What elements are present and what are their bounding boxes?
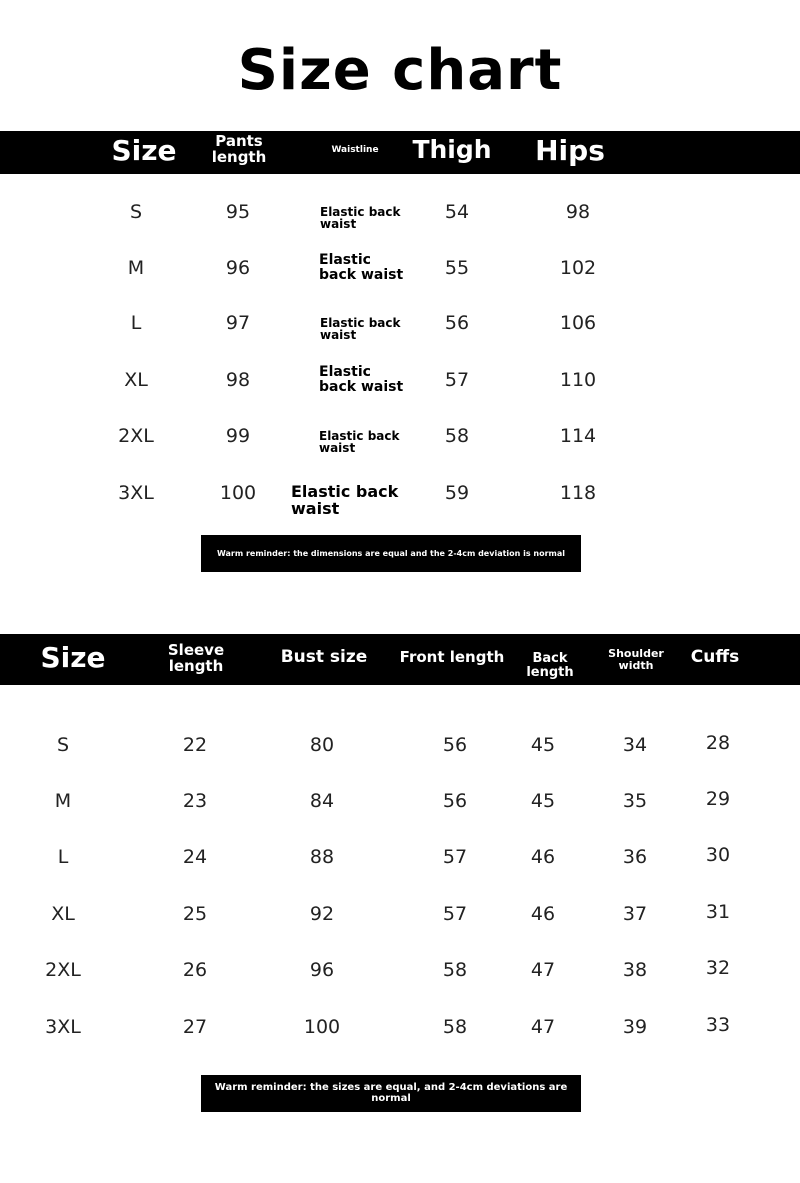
cell-cuffs: 31 xyxy=(705,901,731,923)
cell-size: XL xyxy=(51,903,75,925)
cell-waistline: Elastic back waist xyxy=(319,252,404,283)
cell-shoulder-width: 38 xyxy=(622,959,648,981)
header-sleeve-length: Sleeve length xyxy=(167,641,225,675)
cell-size: L xyxy=(130,312,142,334)
cell-pants-length: 100 xyxy=(219,482,257,504)
cell-sleeve-length: 25 xyxy=(182,903,208,925)
cell-hips: 106 xyxy=(559,312,597,334)
cell-waistline: Elastic back waist xyxy=(319,428,400,456)
cell-cuffs: 28 xyxy=(705,732,731,754)
cell-front-length: 57 xyxy=(442,903,468,925)
cell-size: L xyxy=(57,846,69,868)
cell-waistline: Elastic back waist xyxy=(291,482,399,518)
cell-waistline: Elastic back waist xyxy=(319,364,404,395)
cell-pants-length: 96 xyxy=(225,257,251,279)
cell-waistline: Elastic back waist xyxy=(320,204,401,232)
cell-size: M xyxy=(54,790,72,812)
header-size: Size xyxy=(40,641,106,674)
cell-bust-size: 88 xyxy=(309,846,335,868)
cell-thigh: 55 xyxy=(444,257,470,279)
cell-sleeve-length: 26 xyxy=(182,959,208,981)
cell-hips: 114 xyxy=(559,425,597,447)
cell-hips: 98 xyxy=(565,201,591,223)
cell-back-length: 46 xyxy=(530,846,556,868)
cell-size: M xyxy=(127,257,145,279)
cell-front-length: 57 xyxy=(442,846,468,868)
cell-cuffs: 30 xyxy=(705,844,731,866)
cell-shoulder-width: 34 xyxy=(622,734,648,756)
cell-size: 2XL xyxy=(118,425,154,447)
cell-hips: 102 xyxy=(559,257,597,279)
cell-size: 3XL xyxy=(45,1016,81,1038)
cell-size: 2XL xyxy=(45,959,81,981)
top-table-header xyxy=(0,634,800,685)
cell-hips: 118 xyxy=(559,482,597,504)
header-thigh: Thigh xyxy=(412,135,492,164)
cell-back-length: 45 xyxy=(530,790,556,812)
cell-thigh: 56 xyxy=(444,312,470,334)
cell-thigh: 58 xyxy=(444,425,470,447)
header-bust-size: Bust size xyxy=(280,647,368,667)
cell-bust-size: 84 xyxy=(309,790,335,812)
cell-back-length: 46 xyxy=(530,903,556,925)
cell-pants-length: 95 xyxy=(225,201,251,223)
cell-bust-size: 92 xyxy=(309,903,335,925)
cell-cuffs: 29 xyxy=(705,788,731,810)
cell-cuffs: 32 xyxy=(705,957,731,979)
cell-size: XL xyxy=(124,369,148,391)
cell-sleeve-length: 24 xyxy=(182,846,208,868)
header-pants-length: Pants length xyxy=(211,132,267,166)
cell-thigh: 59 xyxy=(444,482,470,504)
cell-pants-length: 98 xyxy=(225,369,251,391)
cell-front-length: 56 xyxy=(442,790,468,812)
page-title: Size chart xyxy=(237,38,563,103)
cell-thigh: 54 xyxy=(444,201,470,223)
cell-back-length: 45 xyxy=(530,734,556,756)
cell-cuffs: 33 xyxy=(705,1014,731,1036)
header-cuffs: Cuffs xyxy=(690,647,740,667)
cell-shoulder-width: 39 xyxy=(622,1016,648,1038)
cell-pants-length: 97 xyxy=(225,312,251,334)
cell-front-length: 56 xyxy=(442,734,468,756)
cell-bust-size: 80 xyxy=(309,734,335,756)
header-size: Size xyxy=(111,134,177,167)
cell-pants-length: 99 xyxy=(225,425,251,447)
header-front-length: Front length xyxy=(399,648,505,666)
header-back-length: Back length xyxy=(526,651,574,680)
cell-bust-size: 96 xyxy=(309,959,335,981)
cell-sleeve-length: 23 xyxy=(182,790,208,812)
cell-sleeve-length: 27 xyxy=(182,1016,208,1038)
cell-shoulder-width: 35 xyxy=(622,790,648,812)
cell-thigh: 57 xyxy=(444,369,470,391)
header-waistline: Waistline xyxy=(331,145,379,155)
pants-table-header xyxy=(0,131,800,174)
cell-front-length: 58 xyxy=(442,1016,468,1038)
cell-shoulder-width: 36 xyxy=(622,846,648,868)
pants-warm-reminder: Warm reminder: the dimensions are equal and the 2-4cm deviation is normal xyxy=(201,535,581,572)
cell-size: S xyxy=(56,734,70,756)
cell-waistline: Elastic back waist xyxy=(320,315,401,343)
top-warm-reminder: Warm reminder: the sizes are equal, and 2-4cm deviations are normal xyxy=(201,1075,581,1112)
cell-bust-size: 100 xyxy=(303,1016,341,1038)
cell-hips: 110 xyxy=(559,369,597,391)
cell-size: 3XL xyxy=(118,482,154,504)
cell-sleeve-length: 22 xyxy=(182,734,208,756)
cell-size: S xyxy=(129,201,143,223)
cell-shoulder-width: 37 xyxy=(622,903,648,925)
cell-back-length: 47 xyxy=(530,1016,556,1038)
header-shoulder-width: Shoulder width xyxy=(608,647,664,672)
cell-back-length: 47 xyxy=(530,959,556,981)
cell-front-length: 58 xyxy=(442,959,468,981)
header-hips: Hips xyxy=(535,134,605,167)
